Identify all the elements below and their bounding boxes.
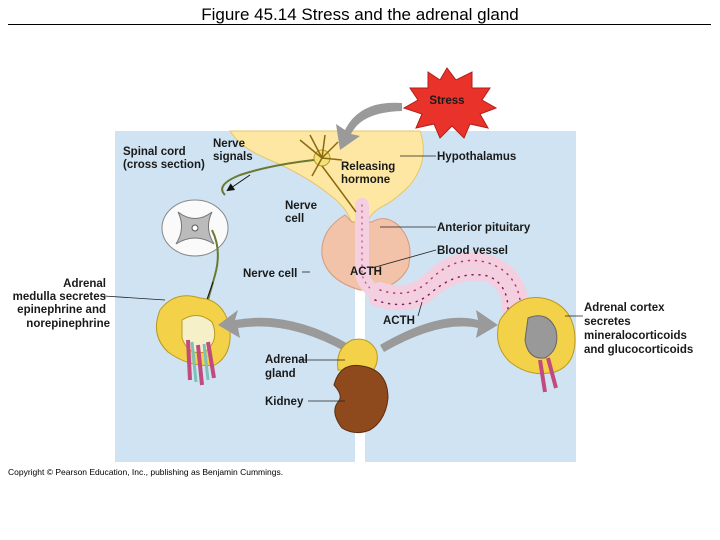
blood-vessel-label: Blood vessel <box>437 245 508 257</box>
adrenal-cortex-label-line3: mineralocorticoids <box>584 330 687 342</box>
adrenal-gland-label-line1: Adrenal <box>265 354 308 366</box>
copyright-notice: Copyright © Pearson Education, Inc., publishing as Benjamin Cummings. <box>8 467 284 477</box>
nerve-cell-label-line2: cell <box>285 213 305 225</box>
nerve-signals-label-line2: signals <box>213 151 253 163</box>
releasing-hormone-label-line1: Releasing <box>341 161 396 173</box>
adrenal-medulla-label-line1: Adrenal <box>63 278 106 290</box>
nerve-signals-label-line1: Nerve <box>213 138 245 150</box>
stress-label: Stress <box>429 95 465 107</box>
releasing-hormone-label-line2: hormone <box>341 174 391 186</box>
anterior-pituitary-label: Anterior pituitary <box>437 222 531 234</box>
hypothalamus-label: Hypothalamus <box>437 151 517 163</box>
adrenal-cortex-label-line2: secretes <box>584 316 631 328</box>
nerve-cell-label-line1: Nerve <box>285 200 317 212</box>
figure-title: Figure 45.14 Stress and the adrenal gland <box>201 5 519 24</box>
spinal-cord-label-line2: (cross section) <box>123 159 205 171</box>
adrenal-medulla-label-line2: medulla secretes <box>12 291 106 303</box>
adrenal-medulla-label-line3: epinephrine and <box>17 304 106 316</box>
adrenal-gland-label-line2: gland <box>265 368 296 380</box>
adrenal-cortex-label-line1: Adrenal cortex <box>584 302 665 314</box>
adrenal-medulla-label-line4: norepinephrine <box>26 318 110 330</box>
acth-vessel-label: ACTH <box>383 315 415 327</box>
adrenal-cortex-label-line4: and glucocorticoids <box>584 344 694 356</box>
nerve-cell-label: Nerve cell <box>243 268 298 280</box>
spinal-cord-label-line1: Spinal cord <box>123 146 186 158</box>
acth-pituitary-label: ACTH <box>350 266 382 278</box>
kidney-label: Kidney <box>265 396 304 408</box>
